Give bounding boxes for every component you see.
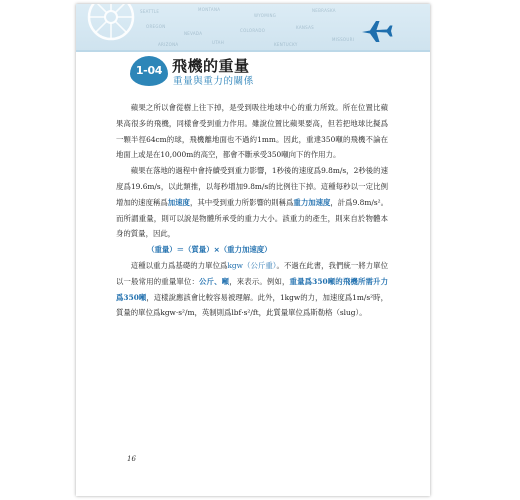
paragraph-2-text: 蘋果在落地的過程中會持續受到重力影響，1秒後的速度爲9.8m/s，2秒後的速度爲19.6m/s，以此類推，以每秒增加9.8m/s的比例往下掉。這種每秒以一定比例增加的速度稱爲 bbox=[116, 166, 388, 207]
map-label: COLORADO bbox=[240, 28, 266, 33]
paragraph-2 bbox=[116, 163, 388, 242]
paragraph-3 bbox=[116, 258, 388, 321]
fan-wheel-icon bbox=[86, 4, 136, 42]
paragraph-1: 蘋果之所以會從樹上往下掉，是受到吸往地球中心的重力所致。所在位置比蘋果高很多的飛機，同樣會受到重力作用。雖說位置比蘋果要高，但若把地球比擬爲一顆半徑64cm的球，飛機離地面也不過約1mm。因此，重達350噸的飛機不論在地面上或是在10,000m的高空，都會不斷承受350噸向下的作用力。 bbox=[116, 103, 388, 160]
section-number-badge: 1-04 bbox=[130, 56, 168, 86]
unit-kgw: kgw（公斤重） bbox=[227, 260, 277, 270]
map-label: KENTUCKY bbox=[274, 42, 298, 47]
map-label: WYOMING bbox=[254, 13, 277, 18]
map-background bbox=[136, 4, 366, 50]
book-page bbox=[76, 4, 430, 496]
map-label: NEVADA bbox=[184, 31, 203, 36]
page-number: 16 bbox=[127, 455, 136, 463]
unit-kg-ton: 公斤、噸 bbox=[199, 276, 230, 286]
paragraph-3-text: 。不過在此書，我們統一將力單位以一般常用的重量單位： bbox=[116, 260, 388, 286]
map-label: ARIZONA bbox=[158, 42, 179, 47]
term-acceleration: 加速度 bbox=[167, 197, 190, 207]
section-title: 飛機的重量 bbox=[172, 57, 250, 75]
lift-example: 重量爲350噸的飛機所需升力爲350噸 bbox=[116, 276, 388, 302]
section-subtitle: 重量與重力的關係 bbox=[173, 76, 254, 87]
map-label: NEBRASKA bbox=[312, 8, 336, 13]
header-banner bbox=[76, 4, 430, 50]
paragraph-3-text: 這種以重力爲基礎的力單位爲 bbox=[130, 260, 228, 270]
weight-formula: （重量）＝（質量）×（重力加速度） bbox=[147, 245, 272, 255]
paragraph-2-text: ，計爲9.8m/s²。而所謂重量，則可以說是物體所承受的重力大小。該重力的產生，則來自於物體本身的質量，因此， bbox=[116, 197, 388, 239]
body-text bbox=[116, 100, 388, 321]
map-label: UTAH bbox=[212, 40, 225, 45]
paragraph-3-text: ，來表示。例如， bbox=[229, 276, 290, 286]
term-gravitational-acceleration: 重力加速度 bbox=[293, 197, 331, 207]
airplane-icon bbox=[360, 18, 394, 46]
map-label: KANSAS bbox=[296, 25, 314, 30]
map-label: MISSOURI bbox=[332, 37, 355, 42]
header-divider bbox=[76, 50, 430, 52]
map-label: SEATTLE bbox=[140, 9, 160, 14]
map-label: OREGON bbox=[146, 24, 166, 29]
paragraph-2-text: ，其中受到重力所影響的則稱爲 bbox=[189, 197, 294, 207]
paragraph-3-text: ，這樣說應該會比較容易被理解。此外，1kgw的力，加速度爲1m/s²時，質量的單位爲kgw·s²/m，英制則爲lbf·s²/ft，此質量單位爲斯勒格（slug）。 bbox=[116, 292, 388, 318]
map-label: MONTANA bbox=[198, 7, 221, 12]
